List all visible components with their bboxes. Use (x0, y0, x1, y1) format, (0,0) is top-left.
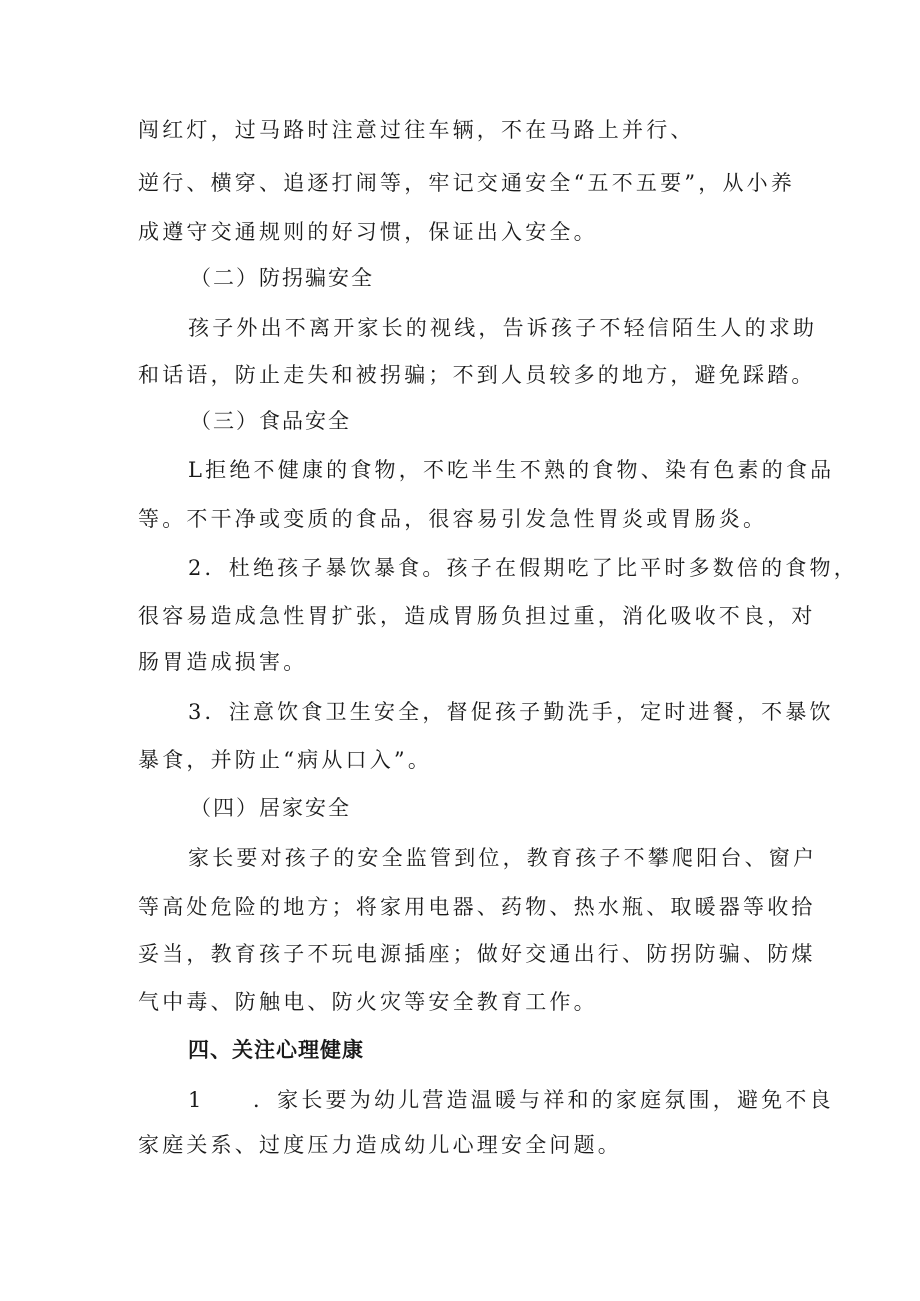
paragraph-line: 和话语，防止走失和被拐骗；不到人员较多的地方，避免踩踏。 (138, 363, 816, 387)
paragraph-line: 家长要对孩子的安全监管到位，教育孩子不攀爬阳台、窗户 (188, 846, 818, 870)
paragraph-line: 暴食，并防止“病从口入”。 (138, 748, 433, 772)
paragraph-line: 气中毒、防触电、防火灾等安全教育工作。 (138, 990, 598, 1014)
paragraph-line: 很容易造成急性胃扩张，造成胃肠负担过重，消化吸收不良，对 (138, 604, 816, 628)
paragraph-line: 等高处危险的地方；将家用电器、药物、热水瓶、取暖器等收拾 (138, 895, 816, 919)
section-heading-home-safety: （四）居家安全 (190, 796, 351, 820)
paragraph-line: 逆行、横穿、追逐打闹等，牢记交通安全“五不五要”，从小养 (138, 171, 796, 195)
chapter-heading-mental-health: 四、关注心理健康 (188, 1038, 364, 1062)
paragraph-line: 成遵守交通规则的好习惯，保证出入安全。 (138, 220, 598, 244)
paragraph-line: L拒绝不健康的食物，不吃半生不熟的食物、染有色素的食品 (188, 458, 835, 482)
paragraph-line: 2．杜绝孩子暴饮暴食。孩子在假期吃了比平时多数倍的食物， (188, 556, 858, 580)
paragraph-line: 闯红灯，过马路时注意过往车辆，不在马路上并行、 (138, 118, 695, 142)
paragraph-line: 3．注意饮食卫生安全，督促孩子勤洗手，定时进餐，不暴饮 (188, 700, 834, 724)
paragraph-line: 等。不干净或变质的食品，很容易引发急性胃炎或胃肠炎。 (138, 507, 768, 531)
paragraph-line: 1 ．家长要为幼儿营造温暖与祥和的家庭氛围，避免不良 (188, 1088, 834, 1112)
section-heading-food-safety: （三）食品安全 (190, 409, 351, 433)
paragraph-line: 肠胃造成损害。 (138, 650, 308, 674)
paragraph-line: 妥当，教育孩子不玩电源插座；做好交通出行、防拐防骗、防煤 (138, 942, 816, 966)
paragraph-line: 家庭关系、过度压力造成幼儿心理安全问题。 (138, 1133, 622, 1157)
paragraph-line: 孩子外出不离开家长的视线，告诉孩子不轻信陌生人的求助 (188, 316, 818, 340)
section-heading-anti-abduction: （二）防拐骗安全 (190, 266, 374, 290)
